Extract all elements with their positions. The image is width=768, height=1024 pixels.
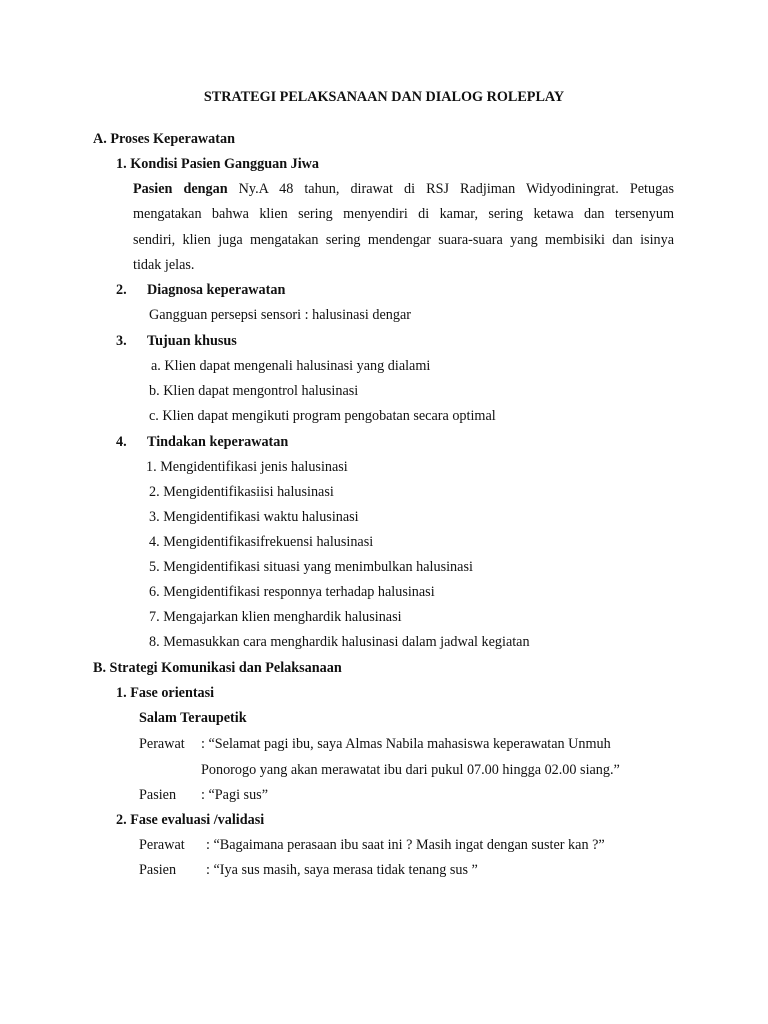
kondisi-heading: 1. Kondisi Pasien Gangguan Jiwa xyxy=(116,156,320,172)
kondisi-paragraph-line-4: tidak jelas. xyxy=(133,257,195,273)
tindakan-item: 4. Mengidentifikasifrekuensi halusinasi xyxy=(149,534,374,550)
tindakan-item: 8. Memasukkan cara menghardik halusinasi dalam jadwal kegiatan xyxy=(149,634,530,650)
section-b-heading: B. Strategi Komunikasi dan Pelaksanaan xyxy=(93,660,342,676)
evaluasi-perawat-label: Perawat xyxy=(139,837,185,853)
tindakan-item: 5. Mengidentifikasi situasi yang menimbulkan halusinasi xyxy=(149,559,473,575)
orientasi-perawat-line-2: Ponorogo yang akan merawatat ibu dari pukul 07.00 hingga 02.00 siang.” xyxy=(201,762,620,778)
tindakan-item: 6. Mengidentifikasi responnya terhadap halusinasi xyxy=(149,584,435,600)
tujuan-item: c. Klien dapat mengikuti program pengobatan secara optimal xyxy=(149,408,496,424)
kondisi-paragraph-line-2: mengatakan bahwa klien sering menyendiri di kamar, sering ketawa dan tersenyum xyxy=(133,206,674,222)
tindakan-item: 3. Mengidentifikasi waktu halusinasi xyxy=(149,509,359,525)
tindakan-item: 7. Mengajarkan klien menghardik halusinasi xyxy=(149,609,402,625)
orientasi-pasien-text: : “Pagi sus” xyxy=(201,787,268,803)
tindakan-item: 2. Mengidentifikasiisi halusinasi xyxy=(149,484,334,500)
evaluasi-heading: 2. Fase evaluasi /validasi xyxy=(116,812,265,828)
tindakan-number: 4. xyxy=(116,434,127,450)
tindakan-item: 1. Mengidentifikasi jenis halusinasi xyxy=(146,459,348,475)
diagnosa-number: 2. xyxy=(116,282,127,298)
tujuan-heading: Tujuan khusus xyxy=(147,333,237,349)
evaluasi-pasien-label: Pasien xyxy=(139,862,177,878)
evaluasi-pasien-text: : “Iya sus masih, saya merasa tidak tenang sus ” xyxy=(206,862,478,878)
evaluasi-perawat-text: : “Bagaimana perasaan ibu saat ini ? Masih ingat dengan suster kan ?” xyxy=(206,837,605,853)
tindakan-heading: Tindakan keperawatan xyxy=(147,434,289,450)
orientasi-heading: 1. Fase orientasi xyxy=(116,685,215,701)
kondisi-lead: Pasien dengan xyxy=(133,181,228,197)
section-a-heading: A. Proses Keperawatan xyxy=(93,131,235,147)
document-title: STRATEGI PELAKSANAAN DAN DIALOG ROLEPLAY xyxy=(203,89,565,105)
orientasi-pasien-label: Pasien xyxy=(139,787,177,803)
tujuan-item: a. Klien dapat mengenali halusinasi yang dialami xyxy=(151,358,431,374)
orientasi-perawat-label: Perawat xyxy=(139,736,185,752)
orientasi-perawat-line-1: : “Selamat pagi ibu, saya Almas Nabila mahasiswa keperawatan Unmuh xyxy=(201,736,611,752)
diagnosa-heading: Diagnosa keperawatan xyxy=(147,282,286,298)
kondisi-paragraph-line-3: sendiri, klien juga mengatakan sering mendengar suara-suara yang membisiki dan isinya xyxy=(133,232,674,248)
tujuan-item: b. Klien dapat mengontrol halusinasi xyxy=(149,383,359,399)
tujuan-number: 3. xyxy=(116,333,127,349)
kondisi-paragraph-line-1 xyxy=(133,180,674,198)
orientasi-subheading: Salam Teraupetik xyxy=(139,710,247,726)
diagnosa-text: Gangguan persepsi sensori : halusinasi dengar xyxy=(149,307,412,323)
kondisi-line1-rest: Ny.A 48 tahun, dirawat di RSJ Radjiman Widyodiningrat. Petugas xyxy=(227,181,674,197)
